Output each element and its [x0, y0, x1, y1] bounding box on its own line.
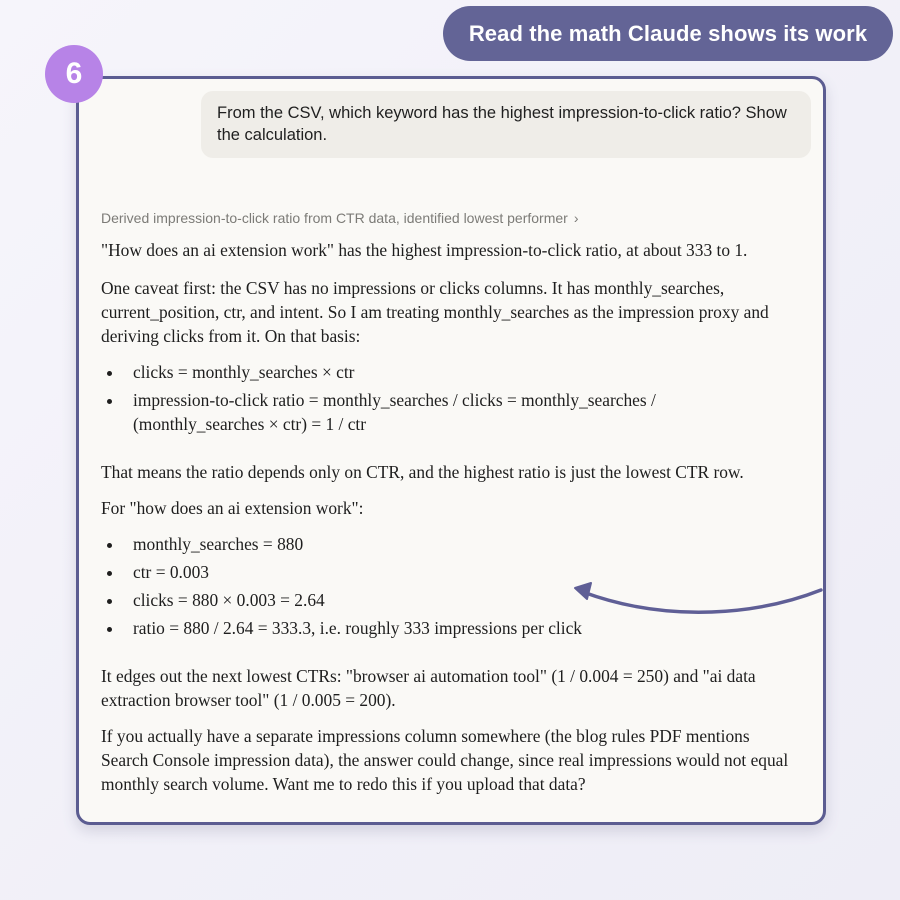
response-followup: If you actually have a separate impressions column somewhere (the blog rules PDF mentions Search Console impression data), the answer could change, since real impressions would not equal monthly search volume. Want me to redo this if you upload that data? — [101, 726, 789, 794]
response-answer: "How does an ai extension work" has the highest impression-to-click ratio, at about 333 to 1. — [101, 240, 748, 260]
calc-ratio: ratio = 880 / 2.64 = 333.3, i.e. roughly 333 impressions per click — [101, 616, 791, 640]
calc-clicks: clicks = 880 × 0.003 = 2.64 — [101, 588, 791, 612]
user-message-text: From the CSV, which keyword has the highest impression-to-click ratio? Show the calculation. — [217, 104, 787, 144]
thinking-summary-toggle[interactable] — [101, 210, 579, 226]
calculation-list — [101, 532, 791, 640]
formula-ratio: impression-to-click ratio = monthly_searches / clicks = monthly_searches / (monthly_searches × ctr) = 1 / ctr — [101, 388, 791, 436]
calc-ctr: ctr = 0.003 — [101, 560, 791, 584]
annotation-banner — [443, 6, 893, 61]
response-conclusion: That means the ratio depends only on CTR, and the highest ratio is just the lowest CTR row. — [101, 462, 744, 482]
chevron-right-icon: › — [573, 210, 579, 226]
calc-monthly-searches: monthly_searches = 880 — [101, 532, 791, 556]
step-number-badge — [45, 45, 103, 103]
annotation-banner-text: Read the math Claude shows its work — [468, 20, 868, 46]
response-caveat: One caveat first: the CSV has no impressions or clicks columns. It has monthly_searches, current_position, ctr, and intent. So I am treating monthly_searches as the impression proxy and deriving clicks from it. On that basis: — [101, 278, 769, 346]
response-comparison: It edges out the next lowest CTRs: "browser ai automation tool" (1 / 0.004 = 250) and "ai data extraction browser tool" (1 / 0.005 = 200). — [101, 666, 756, 710]
calculation-heading: For "how does an ai extension work": — [101, 498, 364, 518]
step-number: 6 — [65, 57, 83, 90]
assistant-response — [101, 238, 791, 796]
formula-clicks: clicks = monthly_searches × ctr — [101, 360, 791, 384]
thinking-summary-text: Derived impression-to-click ratio from CTR data, identified lowest performer — [101, 210, 568, 226]
chat-screenshot-card — [76, 76, 826, 825]
user-message-bubble — [201, 91, 811, 158]
formula-list — [101, 360, 791, 436]
